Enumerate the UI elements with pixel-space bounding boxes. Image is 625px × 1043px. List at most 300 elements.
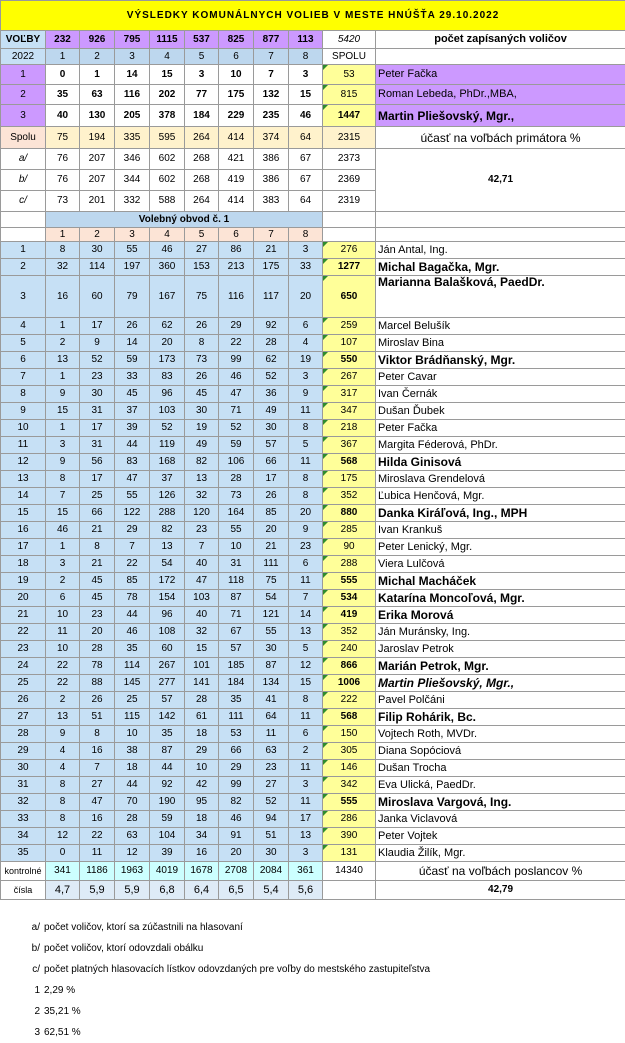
candidate-votes: 111 (254, 556, 289, 573)
abc-votes: 76 (46, 170, 80, 191)
candidate-row (1, 641, 625, 658)
page-title: VÝSLEDKY KOMUNÁLNYCH VOLIEB V MESTE HNÚŠŤA 29.10.2022 (1, 1, 625, 31)
candidate-name: Klaudia Žilík, Mgr. (376, 845, 625, 862)
candidate-votes: 10 (115, 726, 150, 743)
candidate-votes: 101 (185, 658, 219, 675)
candidate-votes: 33 (289, 259, 323, 276)
candidate-votes: 66 (219, 743, 254, 760)
mayor-votes: 46 (289, 105, 323, 127)
note-key: 1 (0, 980, 44, 1001)
candidate-votes: 5 (289, 437, 323, 454)
candidate-sum: 347 (323, 403, 376, 420)
candidate-row (1, 369, 625, 386)
abc-votes: 64 (289, 191, 323, 212)
spolu-votes: 75 (46, 127, 80, 149)
candidate-votes: 87 (150, 743, 185, 760)
mayor-name: Martin Pliešovský, Mgr., (376, 105, 625, 127)
candidate-votes: 10 (219, 539, 254, 556)
mayor-votes: 175 (219, 85, 254, 105)
candidate-row (1, 709, 625, 726)
candidate-votes: 34 (185, 828, 219, 845)
candidate-votes: 60 (150, 641, 185, 658)
candidate-votes: 28 (185, 692, 219, 709)
abc-votes: 602 (150, 149, 185, 170)
mayor-votes: 184 (185, 105, 219, 127)
candidate-votes: 26 (254, 488, 289, 505)
candidate-number: 33 (1, 811, 46, 828)
mayor-row (1, 85, 625, 105)
candidate-votes: 79 (115, 276, 150, 318)
candidate-votes: 41 (254, 692, 289, 709)
candidate-votes: 1 (46, 539, 80, 556)
candidate-votes: 2 (289, 743, 323, 760)
cisla-value: 4,7 (46, 881, 80, 900)
candidate-votes: 61 (185, 709, 219, 726)
candidate-votes: 17 (80, 471, 115, 488)
candidate-row (1, 828, 625, 845)
candidate-votes: 7 (80, 760, 115, 777)
candidate-row (1, 607, 625, 624)
candidate-votes: 45 (115, 386, 150, 403)
candidate-votes: 21 (80, 522, 115, 539)
candidate-row (1, 386, 625, 403)
candidate-votes: 67 (219, 624, 254, 641)
note-key: 2 (0, 1001, 44, 1022)
candidate-votes: 22 (219, 335, 254, 352)
mayor-votes: 130 (80, 105, 115, 127)
candidate-votes: 64 (254, 709, 289, 726)
candidate-name: Marcel Belušík (376, 318, 625, 335)
candidate-votes: 59 (150, 811, 185, 828)
candidate-votes: 4 (289, 335, 323, 352)
mayor-votes: 7 (254, 65, 289, 85)
candidate-number: 22 (1, 624, 46, 641)
candidate-number: 31 (1, 777, 46, 794)
candidate-votes: 28 (115, 811, 150, 828)
candidate-votes: 92 (254, 318, 289, 335)
obvod-district-number: 2 (80, 228, 115, 242)
candidate-name: Peter Vojtek (376, 828, 625, 845)
candidate-name: Ivan Krankuš (376, 522, 625, 539)
candidate-votes: 2 (46, 335, 80, 352)
candidate-votes: 82 (185, 454, 219, 471)
candidate-sum: 555 (323, 794, 376, 811)
turnout-council-label: účasť na voľbách poslancov % (376, 862, 625, 881)
candidate-votes: 96 (150, 386, 185, 403)
candidate-votes: 54 (150, 556, 185, 573)
candidate-name: Miroslava Grendelová (376, 471, 625, 488)
candidate-row (1, 488, 625, 505)
candidate-votes: 30 (80, 386, 115, 403)
candidate-number: 32 (1, 794, 46, 811)
candidate-votes: 47 (185, 573, 219, 590)
candidate-row (1, 471, 625, 488)
abc-label: c/ (1, 191, 46, 212)
candidate-votes: 45 (80, 590, 115, 607)
candidate-votes: 142 (150, 709, 185, 726)
candidate-votes: 85 (254, 505, 289, 522)
candidate-votes: 190 (150, 794, 185, 811)
candidate-votes: 44 (115, 607, 150, 624)
candidate-number: 4 (1, 318, 46, 335)
candidate-sum: 367 (323, 437, 376, 454)
voters-count: 825 (219, 31, 254, 49)
mayor-votes: 235 (254, 105, 289, 127)
candidate-votes: 99 (219, 777, 254, 794)
candidate-number: 26 (1, 692, 46, 709)
candidate-votes: 120 (185, 505, 219, 522)
note-text: 62,51 % (44, 1027, 81, 1038)
candidate-votes: 8 (46, 811, 80, 828)
candidate-votes: 6 (289, 318, 323, 335)
candidate-row (1, 675, 625, 692)
candidate-votes: 6 (289, 556, 323, 573)
candidate-votes: 52 (254, 369, 289, 386)
mayor-votes: 205 (115, 105, 150, 127)
candidate-votes: 22 (115, 556, 150, 573)
mayor-votes: 10 (219, 65, 254, 85)
spolu-row (1, 127, 625, 149)
candidate-sum: 218 (323, 420, 376, 437)
candidate-number: 18 (1, 556, 46, 573)
candidate-votes: 52 (150, 420, 185, 437)
candidate-votes: 3 (289, 845, 323, 862)
candidate-votes: 39 (115, 420, 150, 437)
candidate-name: Diana Sopóciová (376, 743, 625, 760)
candidate-votes: 75 (185, 276, 219, 318)
candidate-votes: 26 (80, 692, 115, 709)
candidate-number: 10 (1, 420, 46, 437)
candidate-row (1, 352, 625, 369)
candidate-votes: 121 (254, 607, 289, 624)
candidate-votes: 14 (115, 335, 150, 352)
candidate-sum: 317 (323, 386, 376, 403)
candidate-number: 23 (1, 641, 46, 658)
empty-cell (323, 212, 376, 228)
note-text: 35,21 % (44, 1006, 81, 1017)
candidate-votes: 22 (80, 828, 115, 845)
candidate-votes: 55 (115, 488, 150, 505)
candidate-name: Erika Morová (376, 607, 625, 624)
candidate-name: Vojtech Roth, MVDr. (376, 726, 625, 743)
candidate-row (1, 335, 625, 352)
voters-count: 877 (254, 31, 289, 49)
abc-votes: 268 (185, 149, 219, 170)
candidate-votes: 8 (289, 471, 323, 488)
candidate-votes: 13 (289, 828, 323, 845)
candidate-votes: 27 (80, 777, 115, 794)
candidate-name: Ján Antal, Ing. (376, 242, 625, 259)
note-line (0, 917, 625, 938)
candidate-votes: 12 (289, 658, 323, 675)
candidate-votes: 23 (289, 539, 323, 556)
candidate-votes: 141 (185, 675, 219, 692)
kontrolne-votes: 341 (46, 862, 80, 881)
candidate-votes: 46 (219, 369, 254, 386)
candidate-votes: 15 (46, 403, 80, 420)
mayor-name: Peter Fačka (376, 65, 625, 85)
spolu-votes: 194 (80, 127, 115, 149)
candidate-number: 14 (1, 488, 46, 505)
obvod-district-number: 7 (254, 228, 289, 242)
cisla-label: čísla (1, 881, 46, 900)
candidate-votes: 16 (80, 743, 115, 760)
kontrolne-votes: 2084 (254, 862, 289, 881)
candidate-votes: 87 (219, 590, 254, 607)
mayor-votes: 63 (80, 85, 115, 105)
district-number: 7 (254, 49, 289, 65)
candidate-votes: 117 (254, 276, 289, 318)
abc-votes: 344 (115, 170, 150, 191)
candidate-votes: 26 (185, 369, 219, 386)
candidate-votes: 44 (150, 760, 185, 777)
candidate-votes: 37 (115, 403, 150, 420)
voters-count: 113 (289, 31, 323, 49)
candidate-number: 21 (1, 607, 46, 624)
candidate-votes: 10 (185, 760, 219, 777)
candidate-row (1, 692, 625, 709)
district-number: 4 (150, 49, 185, 65)
candidate-votes: 55 (219, 522, 254, 539)
candidate-number: 6 (1, 352, 46, 369)
candidate-votes: 19 (185, 420, 219, 437)
candidate-votes: 30 (80, 242, 115, 259)
candidate-row (1, 845, 625, 862)
candidate-votes: 19 (289, 352, 323, 369)
spolu-votes: 595 (150, 127, 185, 149)
candidate-row (1, 760, 625, 777)
candidate-name: Miroslava Vargová, Ing. (376, 794, 625, 811)
empty-cell (1, 212, 46, 228)
candidate-sum: 866 (323, 658, 376, 675)
candidate-votes: 59 (115, 352, 150, 369)
candidate-votes: 52 (254, 794, 289, 811)
obvod-district-number: 8 (289, 228, 323, 242)
candidate-votes: 73 (185, 352, 219, 369)
district-number: 8 (289, 49, 323, 65)
voters-count: 537 (185, 31, 219, 49)
candidate-votes: 32 (46, 259, 80, 276)
candidate-votes: 18 (185, 726, 219, 743)
obvod-numbers-row (1, 228, 625, 242)
district-number: 5 (185, 49, 219, 65)
voters-count: 232 (46, 31, 80, 49)
note-key: b/ (0, 938, 44, 959)
candidate-row (1, 437, 625, 454)
candidate-votes: 213 (219, 259, 254, 276)
abc-votes: 386 (254, 149, 289, 170)
kontrolne-votes: 361 (289, 862, 323, 881)
candidate-sum: 107 (323, 335, 376, 352)
candidate-votes: 52 (219, 420, 254, 437)
candidate-votes: 134 (254, 675, 289, 692)
mayor-number: 3 (1, 105, 46, 127)
note-key: 3 (0, 1022, 44, 1043)
candidate-sum: 650 (323, 276, 376, 318)
candidate-votes: 8 (80, 539, 115, 556)
candidate-votes: 44 (115, 777, 150, 794)
abc-votes: 73 (46, 191, 80, 212)
year-label: 2022 (1, 49, 46, 65)
note-key: c/ (0, 959, 44, 980)
candidate-votes: 33 (115, 369, 150, 386)
candidate-votes: 7 (289, 590, 323, 607)
kontrolne-votes: 4019 (150, 862, 185, 881)
candidate-row (1, 276, 625, 318)
candidate-votes: 4 (46, 743, 80, 760)
candidate-votes: 28 (254, 335, 289, 352)
obvod-title-row (1, 212, 625, 228)
abc-sum: 2319 (323, 191, 376, 212)
candidate-votes: 2 (46, 573, 80, 590)
candidate-votes: 17 (80, 318, 115, 335)
note-text: počet voličov, ktorí sa zúčastnili na hlasovaní (44, 922, 243, 933)
volby-label: VOĽBY (1, 31, 46, 49)
candidate-votes: 11 (289, 454, 323, 471)
kontrolne-votes: 1963 (115, 862, 150, 881)
candidate-votes: 71 (219, 403, 254, 420)
abc-votes: 207 (80, 149, 115, 170)
candidate-name: Eva Ulická, PaedDr. (376, 777, 625, 794)
candidate-number: 2 (1, 259, 46, 276)
candidate-row (1, 590, 625, 607)
candidate-votes: 118 (219, 573, 254, 590)
candidate-row (1, 556, 625, 573)
mayor-votes: 15 (289, 85, 323, 105)
total-voters-label: počet zapísaných voličov (376, 31, 625, 49)
district-number: 6 (219, 49, 254, 65)
candidate-votes: 14 (289, 607, 323, 624)
candidate-row (1, 242, 625, 259)
candidate-votes: 122 (115, 505, 150, 522)
candidate-votes: 28 (219, 471, 254, 488)
candidate-votes: 9 (46, 386, 80, 403)
candidate-name: Peter Fačka (376, 420, 625, 437)
candidate-sum: 259 (323, 318, 376, 335)
cisla-value: 5,9 (80, 881, 115, 900)
cisla-value: 6,8 (150, 881, 185, 900)
candidate-votes: 164 (219, 505, 254, 522)
candidate-number: 15 (1, 505, 46, 522)
legend-notes (0, 917, 625, 1043)
title-row (1, 1, 625, 31)
candidate-votes: 8 (289, 488, 323, 505)
candidate-votes: 168 (150, 454, 185, 471)
candidate-number: 17 (1, 539, 46, 556)
candidate-votes: 23 (254, 760, 289, 777)
mayor-votes: 14 (115, 65, 150, 85)
candidate-name: Viera Lulčová (376, 556, 625, 573)
candidate-sum: 352 (323, 624, 376, 641)
note-key: a/ (0, 917, 44, 938)
candidate-votes: 62 (150, 318, 185, 335)
candidate-votes: 53 (219, 726, 254, 743)
candidate-sum: 175 (323, 471, 376, 488)
candidate-votes: 20 (254, 522, 289, 539)
candidate-sum: 419 (323, 607, 376, 624)
candidate-votes: 7 (185, 539, 219, 556)
candidate-votes: 92 (150, 777, 185, 794)
candidate-sum: 568 (323, 454, 376, 471)
obvod-district-number: 5 (185, 228, 219, 242)
candidate-row (1, 726, 625, 743)
candidate-votes: 47 (219, 386, 254, 403)
candidate-votes: 82 (219, 794, 254, 811)
candidate-votes: 57 (219, 641, 254, 658)
mayor-votes: 3 (185, 65, 219, 85)
candidate-votes: 3 (289, 242, 323, 259)
candidate-votes: 20 (150, 335, 185, 352)
candidate-votes: 31 (219, 556, 254, 573)
candidate-votes: 108 (150, 624, 185, 641)
candidate-row (1, 318, 625, 335)
candidate-votes: 37 (150, 471, 185, 488)
obvod-district-number: 4 (150, 228, 185, 242)
abc-votes: 588 (150, 191, 185, 212)
candidate-number: 25 (1, 675, 46, 692)
candidate-votes: 2 (46, 692, 80, 709)
spolu-label: SPOLU (323, 49, 376, 65)
note-line (0, 938, 625, 959)
cisla-value: 5,4 (254, 881, 289, 900)
candidate-votes: 30 (254, 420, 289, 437)
candidate-sum: 146 (323, 760, 376, 777)
candidate-row (1, 403, 625, 420)
candidate-sum: 555 (323, 573, 376, 590)
candidate-row (1, 522, 625, 539)
kontrolne-label: kontrolné (1, 862, 46, 881)
candidate-votes: 66 (80, 505, 115, 522)
mayor-votes: 116 (115, 85, 150, 105)
candidate-row (1, 259, 625, 276)
candidate-votes: 7 (46, 488, 80, 505)
candidate-votes: 13 (46, 709, 80, 726)
candidate-row (1, 811, 625, 828)
candidate-votes: 21 (254, 539, 289, 556)
candidate-votes: 11 (289, 760, 323, 777)
candidate-votes: 1 (46, 369, 80, 386)
kontrolne-votes: 1186 (80, 862, 115, 881)
candidate-sum: 305 (323, 743, 376, 760)
district-number: 3 (115, 49, 150, 65)
candidate-votes: 167 (150, 276, 185, 318)
mayor-votes: 132 (254, 85, 289, 105)
candidate-votes: 26 (115, 318, 150, 335)
candidate-name: Marianna Balašková, PaedDr. (376, 276, 625, 318)
candidate-votes: 20 (219, 845, 254, 862)
candidate-votes: 62 (254, 352, 289, 369)
candidate-votes: 83 (150, 369, 185, 386)
candidate-votes: 51 (254, 828, 289, 845)
candidate-votes: 12 (46, 828, 80, 845)
note-line (0, 1022, 625, 1043)
candidate-votes: 86 (219, 242, 254, 259)
candidate-row (1, 454, 625, 471)
candidate-number: 24 (1, 658, 46, 675)
candidate-sum: 390 (323, 828, 376, 845)
candidate-votes: 20 (289, 505, 323, 522)
spolu-votes: 414 (219, 127, 254, 149)
candidate-votes: 7 (115, 539, 150, 556)
candidate-votes: 111 (219, 709, 254, 726)
voters-count: 795 (115, 31, 150, 49)
spolu-row-label: Spolu (1, 127, 46, 149)
candidate-votes: 11 (254, 726, 289, 743)
mayor-votes: 77 (185, 85, 219, 105)
candidate-votes: 23 (80, 369, 115, 386)
candidate-votes: 40 (185, 607, 219, 624)
candidate-sum: 267 (323, 369, 376, 386)
